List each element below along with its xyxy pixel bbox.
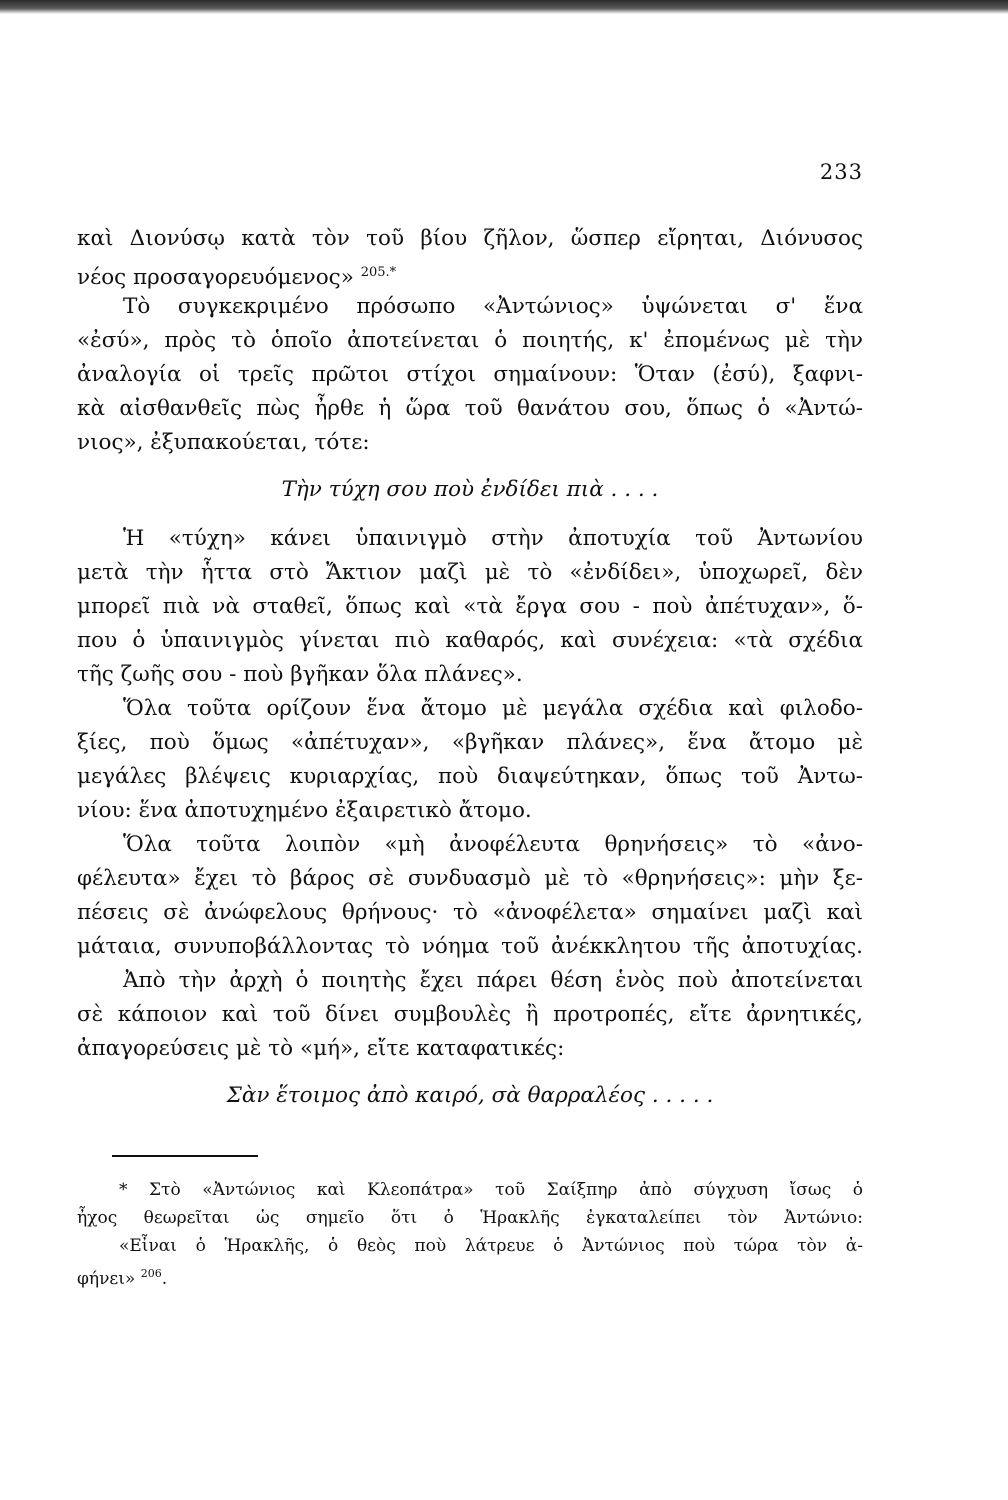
footnotes	[77, 1176, 863, 1288]
footnote-end: .	[161, 1269, 168, 1289]
verse-quote: Σὰν ἕτοιμος ἀπὸ καιρό, σὰ θαρραλέος . . . . .	[226, 1083, 714, 1108]
text-line: ἀναλογία οἱ τρεῖς πρῶτοι στίχοι σημαίνουν: Ὅταν (ἐσύ), ξαφνι-	[77, 362, 863, 387]
text-line: «ἐσύ», πρὸς τὸ ὁποῖο ἀποτείνεται ὁ ποιητής, κ' ἐπομένως μὲ τὴν	[77, 328, 863, 353]
text-line: κὰ αἰσθανθεῖς πὼς ἦρθε ἡ ὥρα τοῦ θανάτου σου, ὅπως ὁ «Ἀντώ-	[77, 396, 863, 421]
text-line: μετὰ τὴν ἧττα στὸ Ἄκτιον μαζὶ μὲ τὸ «ἐνδίδει», ὑποχωρεῖ, δὲν	[77, 560, 863, 585]
text-line: φέλευτα» ἔχει τὸ βάρος σὲ συνδυασμὸ μὲ τὸ «θρηνήσεις»: μὴν ξε-	[77, 866, 863, 891]
verse-quote: Τὴν τύχη σου ποὺ ἐνδίδει πιὰ . . . .	[281, 477, 659, 502]
text-line: μάταια, συνυποβάλλοντας τὸ νόημα τοῦ ἀνέκκλητου τῆς ἀποτυχίας.	[77, 934, 863, 959]
text-line: που ὁ ὑπαινιγμὸς γίνεται πιὸ καθαρός, καὶ συνέχεια: «τὰ σχέδια	[77, 628, 863, 653]
footnote-line-content: φήνει»	[77, 1269, 136, 1289]
note-reference: 206	[140, 1267, 162, 1280]
scan-top-edge	[0, 0, 1008, 14]
footnote-line: «Εἶναι ὁ Ἡρακλῆς, ὁ θεὸς ποὺ λάτρευε ὁ Ἀντώνιος ποὺ τώρα τὸν ἀ-	[119, 1236, 863, 1256]
text-line: Ἀπὸ τὴν ἀρχὴ ὁ ποιητὴς ἔχει πάρει θέση ἑνὸς ποὺ ἀποτείνεται	[123, 968, 863, 993]
text-line: τῆς ζωῆς σου - ποὺ βγῆκαν ὅλα πλάνες».	[77, 662, 523, 687]
text-line: Ὅλα τοῦτα λοιπὸν «μὴ ἀνοφέλευτα θρηνήσεις» τὸ «ἀνο-	[123, 832, 863, 857]
text-line: μεγάλες βλέψεις κυριαρχίας, ποὺ διαψεύτηκαν, ὅπως τοῦ Ἀντω-	[77, 764, 863, 789]
text-line: μπορεῖ πιὰ νὰ σταθεῖ, ὅπως καὶ «τὰ ἔργα σου - ποὺ ἀπέτυχαν», ὅ-	[77, 594, 863, 619]
text-line-content: νέος προσαγορευόμενος»	[77, 265, 354, 290]
text-line: νίου: ἕνα ἀποτυχημένο ἐξαιρετικὸ ἄτομο.	[77, 798, 532, 823]
text-line: ἀπαγορεύσεις μὲ τὸ «μή», εἴτε καταφατικές:	[77, 1036, 565, 1061]
footnote-separator	[112, 1155, 258, 1157]
note-reference: 205.*	[360, 265, 397, 280]
footnote-line: ἦχος θεωρεῖται ὡς σημεῖο ὅτι ὁ Ἡρακλῆς ἐγκαταλείπει τὸν Ἀντώνιο:	[77, 1208, 863, 1228]
page-number: 233	[819, 160, 863, 184]
text-line: ξίες, ποὺ ὅμως «ἀπέτυχαν», «βγῆκαν πλάνες», ἕνα ἄτομο μὲ	[77, 730, 863, 755]
text-line	[77, 256, 863, 290]
text-line: σὲ κάποιον καὶ τοῦ δίνει συμβουλὲς ἢ προτροπές, εἴτε ἀρνητικές,	[77, 1002, 863, 1027]
text-line: καὶ Διονύσῳ κατὰ τὸν τοῦ βίου ζῆλον, ὥσπερ εἴρηται, Διόνυσος	[77, 226, 863, 251]
footnote-line	[77, 1260, 863, 1288]
body-text	[77, 222, 863, 1128]
footnote-line: * Στὸ «Ἀντώνιος καὶ Κλεοπάτρα» τοῦ Σαίξπηρ ἀπὸ σύγχυση ἴσως ὁ	[119, 1180, 863, 1200]
text-line: Τὸ συγκεκριμένο πρόσωπο «Ἀντώνιος» ὑψώνεται σ' ἕνα	[123, 294, 863, 319]
text-line: Ὅλα τοῦτα ορίζουν ἕνα ἄτομο μὲ μεγάλα σχέδια καὶ φιλοδο-	[123, 696, 863, 721]
text-line: Ἡ «τύχη» κάνει ὑπαινιγμὸ στὴν ἀποτυχία τοῦ Ἀντωνίου	[123, 526, 863, 551]
text-line: νιος», ἐξυπακούεται, τότε:	[77, 430, 370, 455]
text-line: πέσεις σὲ ἀνώφελους θρήνους· τὸ «ἀνοφέλετα» σημαίνει μαζὶ καὶ	[77, 900, 863, 925]
